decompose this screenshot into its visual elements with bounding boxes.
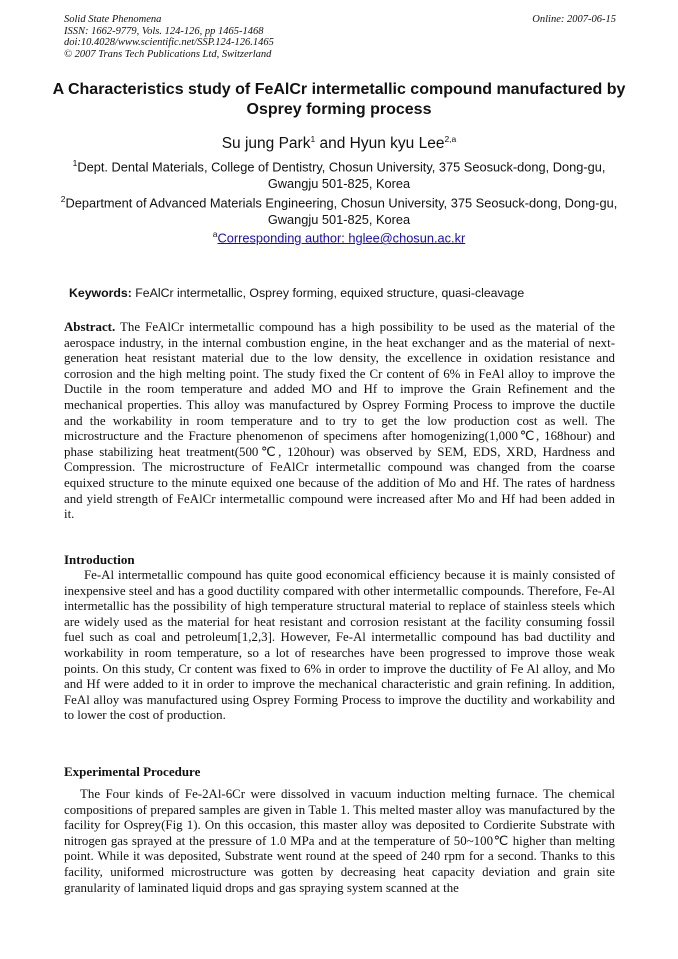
introduction-heading: Introduction [64,552,135,567]
author-1-sup: 1 [310,134,316,144]
keywords-text: FeAlCr intermetallic, Osprey forming, equixed structure, quasi-cleavage [131,286,525,300]
experimental-text: The Four kinds of Fe-2Al-6Cr were dissolved in vacuum induction melting furnace. The chemical compositions of prepared samples are given in Table 1. This melted master alloy was manufactured by the facility for Osprey(Fig 1). On this occasion, this master alloy was deposited to Cordierite Substrate with nitrogen gas sprayed at the pressure of 1.0 MPa and at the temperature of 50~100℃ higher than melting point. While it was deposited, Substrate went round at the speed of 240 rpm for a second. Thanks to this facility, uniformed microstructure was gotten by decreasing heat capacity deviation and grain site granularity of laminated liquid drops and gas spraying system scanned at the [64,787,615,895]
doi-line: doi:10.4028/www.scientific.net/SSP.124-126.1465 [64,37,274,49]
author-1: Su jung Park [221,135,311,153]
affiliation-2-text: Department of Advanced Materials Engineering, Chosun University, 375 Seosuck-dong, Dong-gu, Gwangju 501-825, Korea [65,195,618,228]
corresponding-sup: a [212,229,218,239]
abstract [64,320,615,523]
affiliation-2 [56,191,622,228]
affiliation-1 [56,155,622,192]
author-2-sup: 2,a [444,134,457,144]
corresponding-author [40,229,638,245]
affiliation-1-text: Dept. Dental Materials, College of Dentistry, Chosun University, 375 Seosuck-dong, Dong-gu, Gwangju 501-825, Korea [77,159,606,192]
abstract-text: The FeAlCr intermetallic compound has a high possibility to be used as the material of the aerospace industry, in the internal combustion engine, in the heat exchanger and as the material of next-generation heat resistant material due to the low density, the excellence in oxidation resistance and corrosion and the high melting point. The study fixed the Cr content of 6% in FeAl alloy to improve the Ductile in the room temperature and added MO and Hf to improve the Grain Refinement and the mechanical properties. This alloy was manufactured by Osprey Forming Process to improve the ductile and the workability in room temperature and to try to get the low production cost as well. The microstructure and the Fracture phenomenon of specimens after homogenizing(1,000℃, 168hour) and phase stabilizing heat treatment(500℃, 120hour) was observed by SEM, EDS, XRD, Hardness and Compression. The microstructure of FeAlCr intermetallic compound was changed from the coarse equixed structure to the minute equixed one because of the addition of Mo and Hf. The rates of hardness and yield strength of FeAlCr intermetallic compound were increased after Mo and Hf had been added in it. [64,320,615,522]
online-date: Online: 2007-06-15 [532,14,616,25]
issn-line: ISSN: 1662-9779, Vols. 124-126, pp 1465-1468 [64,25,264,37]
affiliation-2-sup: 2 [60,194,66,204]
experimental-paragraph [64,787,615,896]
experimental-heading: Experimental Procedure [64,764,201,779]
journal-name: Solid State Phenomena [64,14,162,25]
affiliation-1-sup: 1 [72,158,78,168]
copyright-line: © 2007 Trans Tech Publications Ltd, Switzerland [64,48,272,60]
abstract-label: Abstract. [64,320,116,334]
introduction-paragraph [64,568,615,724]
author-conjunction: and [315,135,350,153]
author-line [40,129,638,154]
corresponding-email-link[interactable]: Corresponding author: hglee@chosun.ac.kr [217,230,466,246]
journal-header [64,14,616,60]
keywords [69,286,629,300]
introduction-text: Fe-Al intermetallic compound has quite good economical efficiency because it is mainly consisted of inexpensive steel and has a good ductility compared with other intermetallic compounds. Therefore, Fe-Al intermetallic has the possibility of high temperature structural material to replace of stainless steels which are widely used as the material for heat resistant and corrosion resistant at the facility consuming fossil fuel such as coal and petroleum[1,2,3]. However, Fe-Al intermetallic compound has bad ductility and workability in room temperature, so a lot of researches have been progressed to improve those weak points. On this study, Cr content was fixed to 6% in order to improve the ductility of Fe Al alloy, and Mo and Hf were added to it in order to improve the mechanical characteristic and grain refining. In addition, FeAl alloy was manufactured using Osprey Forming Process to improve the ductility and workability and to lower the cost of production. [64,568,615,723]
author-2: Hyun kyu Lee [349,135,445,153]
keywords-label: Keywords: [69,286,132,300]
paper-title: A Characteristics study of FeAlCr intermetallic compound manufactured by Osprey forming process [52,81,626,118]
